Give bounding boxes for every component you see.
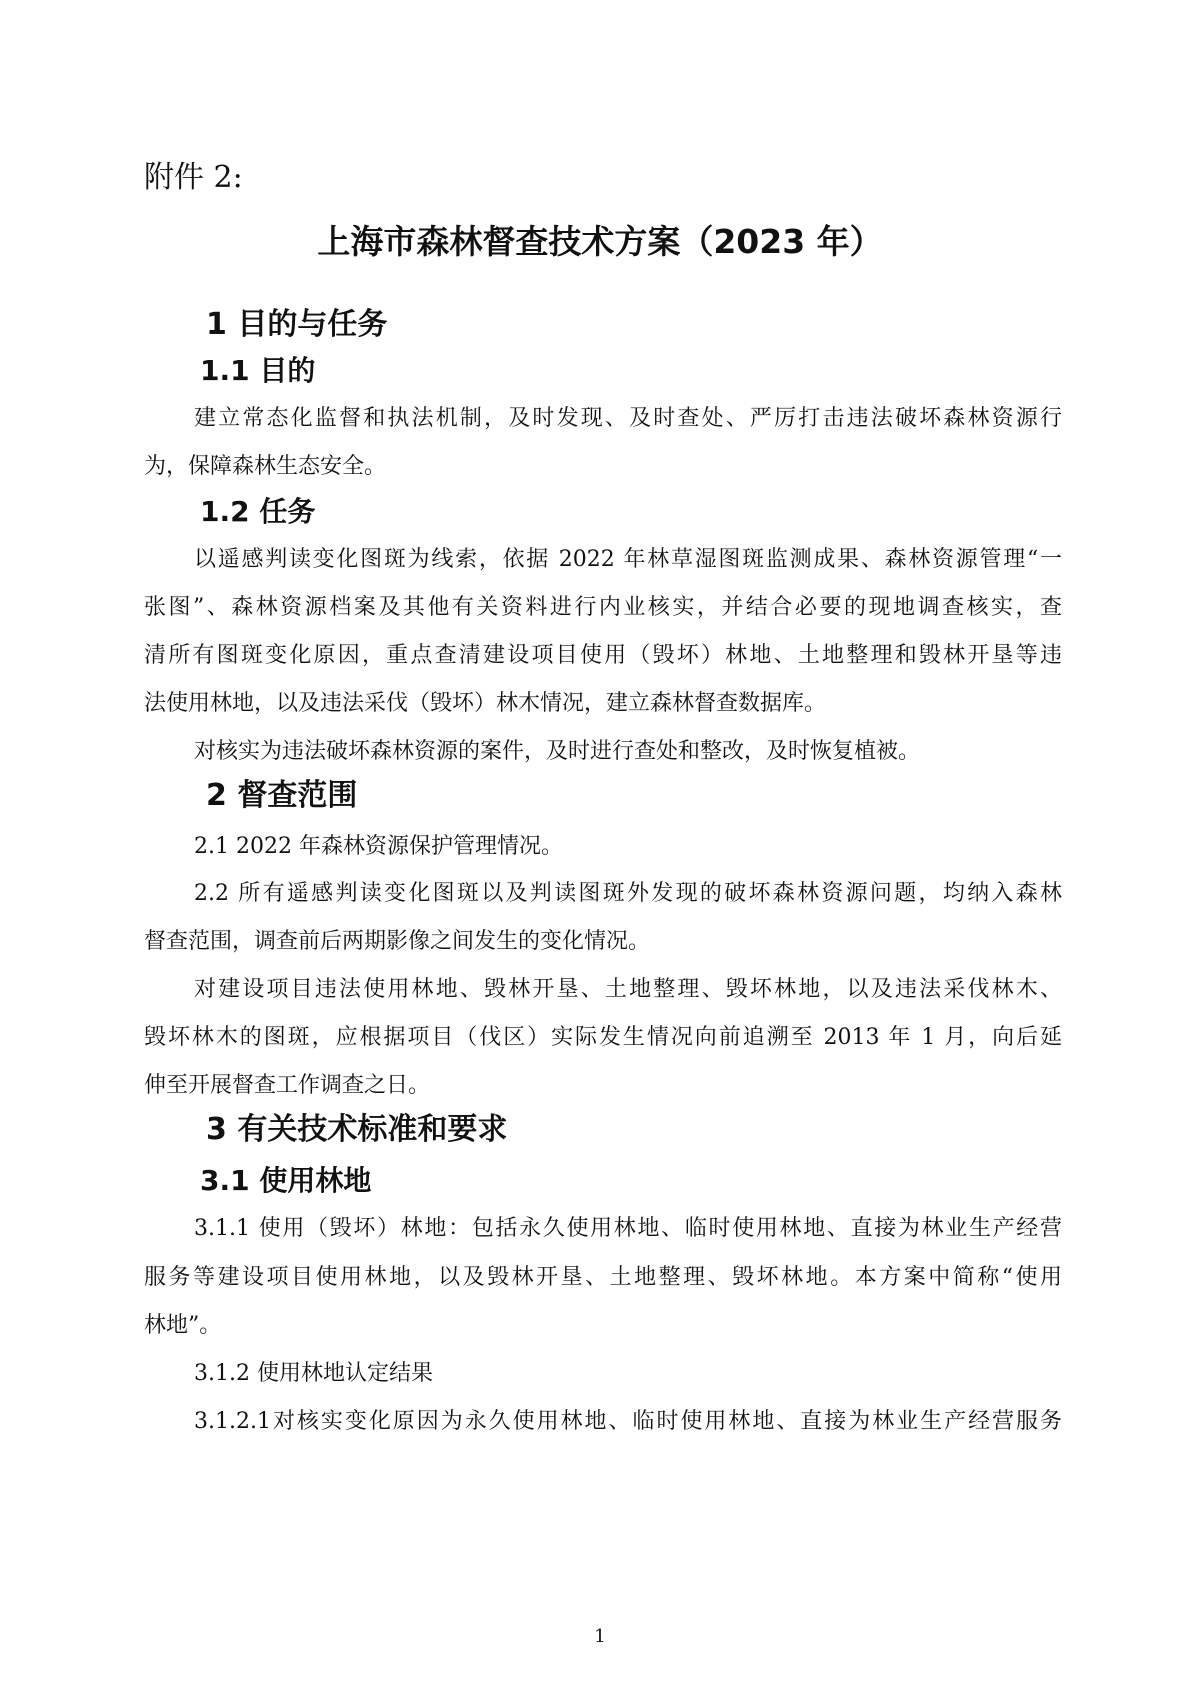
section-1-1-line-2: 为，保障森林生态安全。 [144,454,387,479]
section-1-1-heading: 1.1 目的 [200,354,316,387]
page-number: 1 [594,1626,606,1647]
section-3-1-2-line: 3.1.2 使用林地认定结果 [194,1361,433,1386]
section-1-2-line-5: 对核实为违法破坏森林资源的案件，及时进行查处和整改，及时恢复植被。 [194,739,921,764]
section-2-3-line-1: 对建设项目违法使用林地、毁林开垦、土地整理、毁坏林地，以及违法采伐林木、 [194,977,1062,1002]
section-3-1-heading: 3.1 使用林地 [200,1164,372,1197]
section-1-2-heading: 1.2 任务 [200,495,316,528]
section-2-3-line-3: 伸至开展督查工作调查之日。 [144,1073,431,1098]
section-1-2-line-3: 清所有图斑变化原因，重点查清建设项目使用（毁坏）林地、土地整理和毁林开垦等违 [144,643,1062,668]
section-3-1-1-line-2: 服务等建设项目使用林地，以及毁林开垦、土地整理、毁坏林地。本方案中简称“使用 [144,1265,1062,1290]
section-1-2-line-1: 以遥感判读变化图斑为线索，依据 2022 年林草湿图斑监测成果、森林资源管理“一 [194,547,1062,572]
document-title: 上海市森林督查技术方案（2023 年） [317,222,883,261]
section-3-1-1-line-3: 林地”。 [144,1313,222,1338]
section-3-1-2-1-line: 3.1.2.1对核实变化原因为永久使用林地、临时使用林地、直接为林业生产经营服务 [194,1409,1062,1434]
section-2-2-line-1: 2.2 所有遥感判读变化图斑以及判读图斑外发现的破坏森林资源问题，均纳入森林 [194,881,1062,906]
section-2-1-line: 2.1 2022 年森林资源保护管理情况。 [194,834,563,859]
section-1-heading: 1 目的与任务 [206,307,388,342]
attachment-label: 附件 2: [144,160,243,195]
section-2-2-line-2: 督查范围，调查前后两期影像之间发生的变化情况。 [144,929,651,954]
section-1-1-line-1: 建立常态化监督和执法机制，及时发现、及时查处、严厉打击违法破坏森林资源行 [194,406,1062,431]
section-1-2-line-4: 法使用林地，以及违法采伐（毁坏）林木情况，建立森林督查数据库。 [144,691,827,716]
section-2-3-line-2: 毁坏林木的图斑，应根据项目（伐区）实际发生情况向前追溯至 2013 年 1 月，向后延 [144,1025,1062,1050]
section-1-2-line-2: 张图”、森林资源档案及其他有关资料进行内业核实，并结合必要的现地调查核实，查 [144,595,1062,620]
section-3-1-1-line-1: 3.1.1 使用（毁坏）林地：包括永久使用林地、临时使用林地、直接为林业生产经营 [194,1216,1062,1241]
section-2-heading: 2 督查范围 [206,778,358,813]
section-3-heading: 3 有关技术标准和要求 [206,1112,508,1147]
